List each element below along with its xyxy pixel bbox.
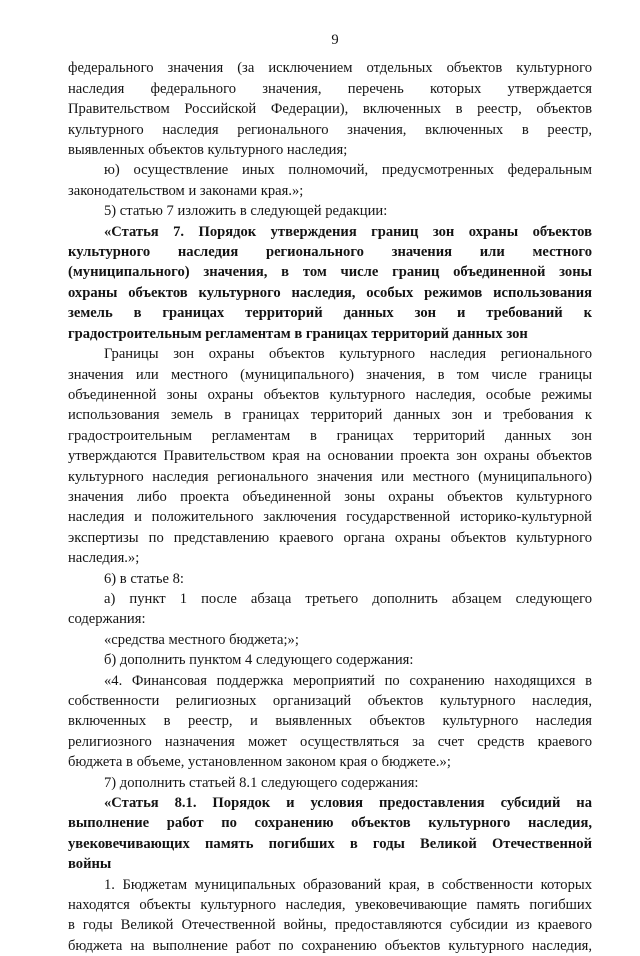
paragraph (68, 671, 592, 773)
paragraph (68, 875, 592, 956)
text-line: 1. Бюджетам муниципальных образований края, в собственности которых (104, 876, 592, 893)
paragraph (68, 773, 592, 793)
text-line: содержания: (68, 611, 146, 628)
text-line: использования земель в границах территорий данных зон и требования к (68, 407, 592, 424)
text-line: «Статья 7. Порядок утверждения границ зон охраны объектов (104, 223, 592, 240)
text-line: 7) дополнить статьей 8.1 следующего содержания: (104, 774, 419, 791)
paragraph (68, 630, 592, 650)
text-line: Границы зон охраны объектов культурного наследия регионального (104, 346, 592, 363)
text-line: «4. Финансовая поддержка мероприятий по сохранению находящихся в (104, 672, 592, 689)
text-line: «Статья 8.1. Порядок и условия предоставления субсидий на (104, 795, 592, 812)
document-body (68, 58, 592, 956)
paragraph (68, 160, 592, 201)
text-line: экспертизы по представлению краевого органа охраны объектов культурного (68, 529, 592, 546)
text-line: культурного наследия регионального значения или местного (муниципального) (68, 468, 592, 485)
paragraph (68, 344, 592, 568)
text-line: (муниципального) значения, в том числе границ объединенной зоны (68, 264, 592, 281)
text-line: культурного наследия регионального значения, включенных в реестр, (68, 121, 592, 138)
article-heading (68, 793, 592, 875)
paragraph (68, 58, 592, 160)
paragraph (68, 569, 592, 589)
text-line: объединенной зоны охраны объектов культурного наследия, особые режимы (68, 386, 592, 403)
text-line: наследия и положительного заключения государственной историко-культурной (68, 509, 592, 526)
text-line: законодательством и законами края.»; (68, 182, 304, 199)
text-line: выявленных объектов культурного наследия; (68, 142, 348, 159)
text-line: увековечивающих память погибших в годы Великой Отечественной (68, 835, 592, 852)
text-line: федерального значения (за исключением отдельных объектов культурного (68, 60, 592, 77)
text-line: утверждаются Правительством края на основании проекта зон охраны объектов (68, 448, 592, 465)
text-line: значения либо проекта объединенной зоны охраны объектов культурного (68, 488, 592, 505)
text-line: наследия федерального значения, перечень которых утверждается (68, 80, 592, 97)
text-line: включенных в реестр, и выявленных объектов культурного наследия (68, 713, 592, 730)
document-page (68, 30, 592, 956)
text-line: бюджета в объеме, установленном законом края о бюджете.»; (68, 754, 451, 771)
text-line: наследия.»; (68, 550, 140, 567)
text-line: Правительством Российской Федерации), включенных в реестр, объектов (68, 101, 592, 118)
text-line: охраны объектов культурного наследия, особых режимов использования (68, 284, 592, 301)
text-line: собственности религиозных организаций объектов культурного наследия, (68, 693, 592, 709)
paragraph (68, 650, 592, 670)
text-line: ю) осуществление иных полномочий, предусмотренных федеральным (104, 162, 592, 179)
text-line: градостроительным регламентам в границах территорий данных зон (68, 427, 592, 444)
text-line: выполнение работ по сохранению объектов культурного наследия, (68, 815, 592, 832)
text-line: бюджета на выполнение работ по сохранению объектов культурного наследия, (68, 937, 592, 954)
text-line: 5) статью 7 изложить в следующей редакции: (104, 203, 388, 220)
text-line: 6) в статье 8: (104, 570, 184, 587)
paragraph (68, 589, 592, 630)
text-line: культурного наследия регионального значения или местного (68, 244, 592, 261)
text-line: земель в границах территорий данных зон и требований к (68, 305, 592, 322)
paragraph (68, 201, 592, 221)
page-number: 9 (331, 32, 339, 48)
text-line: а) пункт 1 после абзаца третьего дополнить абзацем следующего (104, 590, 592, 607)
article-heading (68, 222, 592, 344)
text-line: религиозного назначения может осуществляться за счет средств краевого (68, 733, 592, 750)
text-line: значения или местного (муниципального) значения, в том числе границы (68, 366, 592, 383)
text-line: в годы Великой Отечественной войны, предоставляются субсидии из краевого (68, 917, 592, 934)
text-line: градостроительным регламентам в границах территорий данных зон (68, 325, 528, 342)
text-line: находятся объекты культурного наследия, увековечивающие память погибших (68, 897, 592, 914)
text-line: «средства местного бюджета;»; (104, 631, 299, 648)
text-line: войны (68, 856, 112, 873)
text-line: б) дополнить пунктом 4 следующего содержания: (104, 652, 414, 669)
